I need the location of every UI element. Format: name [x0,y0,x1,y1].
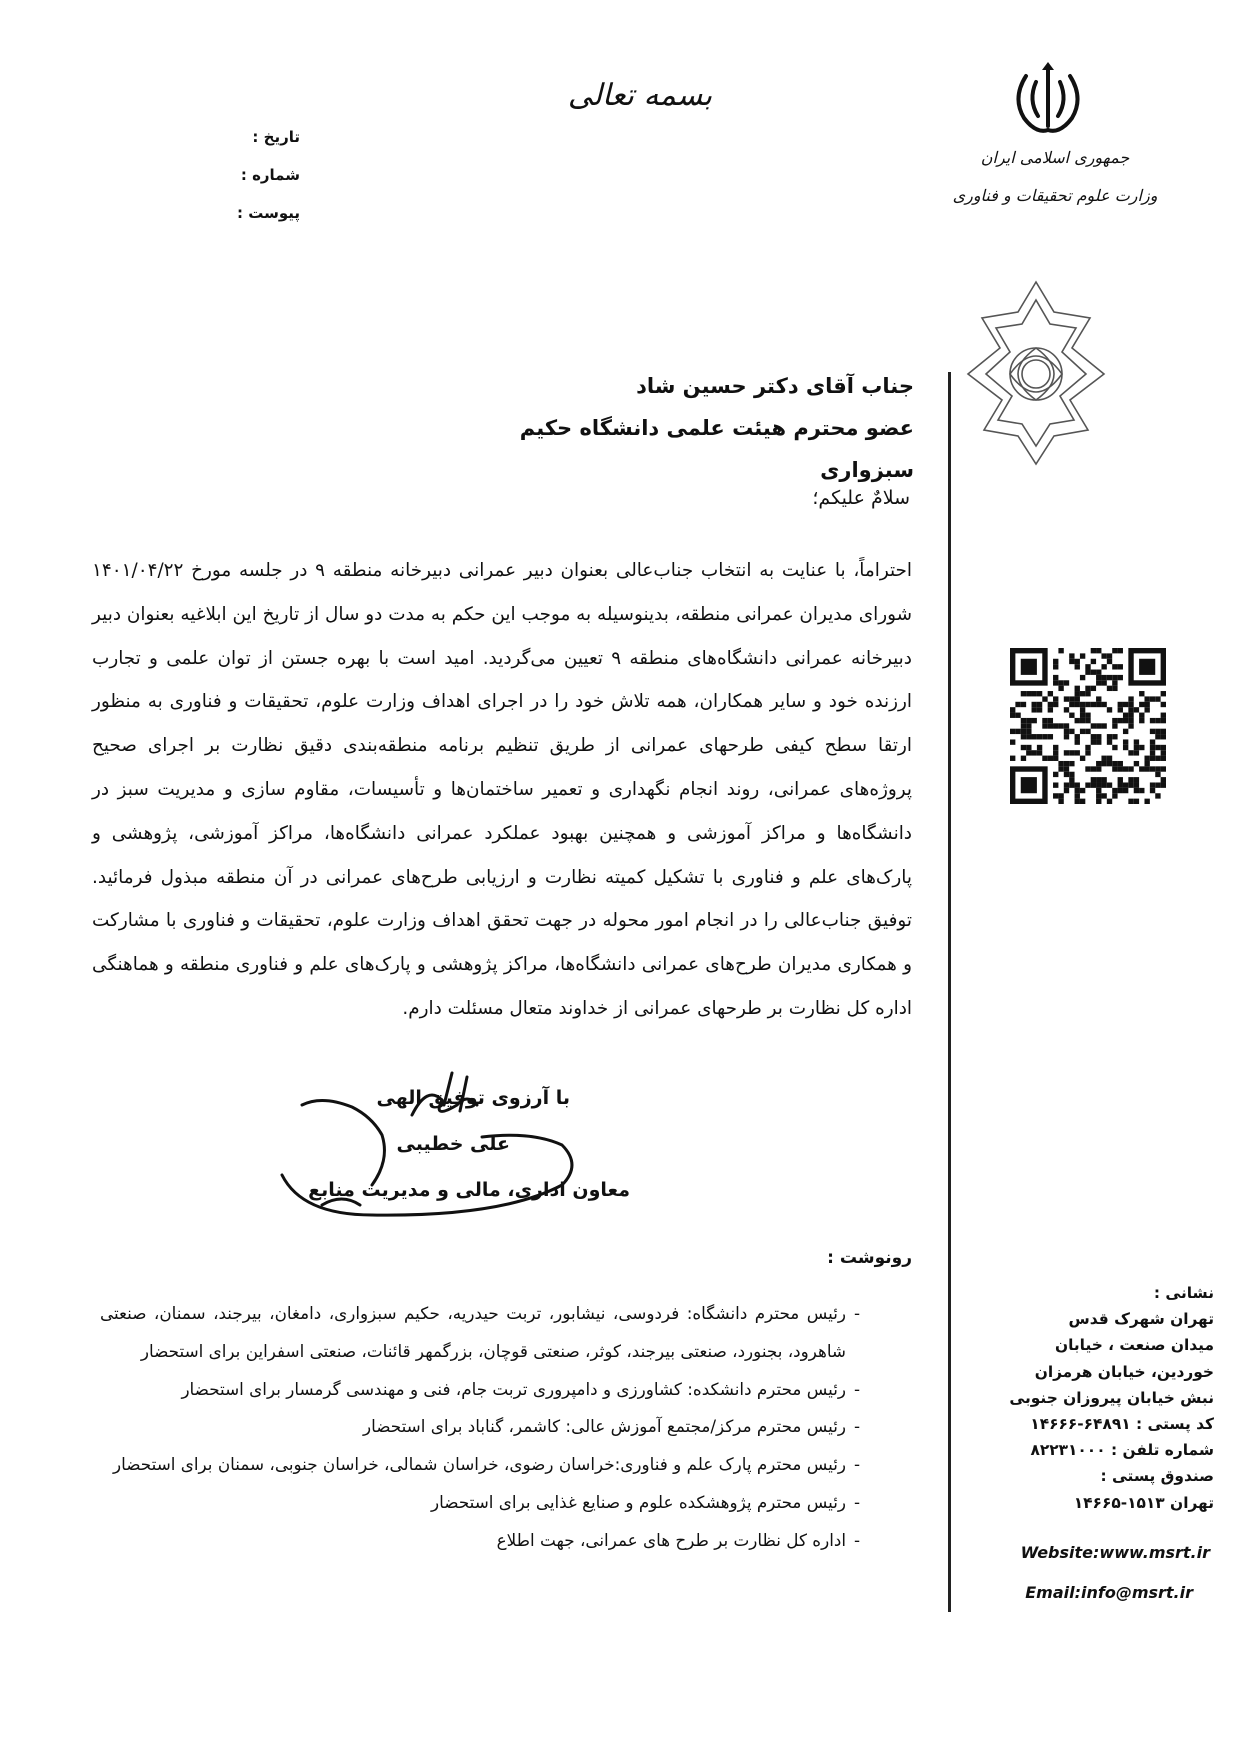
ministry-name: وزارت علوم تحقیقات و فناوری [952,186,1158,205]
recipient-title: عضو محترم هیئت علمی دانشگاه حکیم سبزواری [519,416,914,482]
po-box-label: صندوق پستی : [1100,1467,1214,1486]
address-label: نشانی : [1153,1284,1214,1302]
attachment-label: پیوست : [236,204,300,222]
address-line: نبش خیابان پیروزان جنوبی [1009,1388,1214,1407]
ornament-icon [962,278,1110,468]
address-block [980,1280,1214,1516]
number-label: شماره : [240,166,300,184]
phone-number: شماره تلفن : ۸۲۲۳۱۰۰۰ [1030,1441,1214,1460]
iran-emblem-icon [1006,56,1090,140]
address-line: خوردین، خیابان هرمزان [1034,1362,1214,1381]
vertical-divider [948,372,951,1612]
address-line: میدان صنعت ، خیابان [1054,1336,1214,1355]
cc-title: رونوشت : [827,1248,912,1268]
address-line: تهران شهرک قدس [1068,1310,1214,1329]
cc-item: - رئیس محترم مرکز/مجتمع آموزش عالی: کاشمر، گناباد برای استحضار [100,1408,860,1446]
recipient-name: جناب آقای دکتر حسین شاد [636,374,914,398]
recipient [450,365,914,491]
greeting: سلامٌ علیکم؛ [812,487,910,509]
cc-item: - رئیس محترم پارک علم و فناوری:خراسان رضوی، خراسان شمالی، خراسان جنوبی، سمنان برای استحضار [100,1446,860,1484]
cc-item: - رئیس محترم دانشکده: کشاورزی و دامپروری تربت جام، فنی و مهندسی گرمسار برای استحضار [100,1371,860,1409]
signature-block [280,1075,630,1213]
cc-item: - رئیس محترم دانشگاه: فردوسی، نیشابور، تربت حیدریه، حکیم سبزواری، دامغان، بیرجند، سمنان، صنعتی شاهرود، بجنورد، صنعتی بیرجند، کوثر، صنعتی قوچان، بزرگمهر قائنات، صنعتی اسفراین برای استحضار [100,1295,860,1371]
country-name: جمهوری اسلامی ایران [980,148,1130,167]
signatory-name: علی خطیبی [396,1133,510,1155]
email-link[interactable]: Email:info@msrt.ir [1025,1583,1193,1602]
cc-item: - رئیس محترم پژوهشکده علوم و صنایع غذایی برای استحضار [100,1484,860,1522]
website-link[interactable]: Website:www.msrt.ir [1020,1543,1210,1562]
cc-item: - اداره کل نظارت بر طرح های عمرانی، جهت اطلاع [100,1522,860,1560]
letter-meta [170,128,300,242]
letter-body: احتراماً، با عنایت به انتخاب جناب‌عالی بعنوان دبیر عمرانی دبیرخانه منطقه ۹ در جلسه مورخ ۱۴۰۱/۰۴/۲۲ شورای مدیران عمرانی منطقه، بدینوسیله به موجب این حکم به مدت دو سال از تاریخ این ابلاغیه بعنوان دبیر دبیرخانه عمرانی دانشگاه‌های منطقه ۹ تعیین می‌گردید. امید است با بهره جستن از توان علمی و تجارب ارزنده خود و سایر همکاران، همه تلاش خود را در اجرای اهداف وزارت علوم، تحقیقات و فناوری به منظور ارتقا سطح کیفی طرحهای عمرانی از طریق تنظیم برنامه منطقه‌بندی دقیق نظارت بر اجرای صحیح پروژه‌های عمرانی، روند انجام نگهداری و تعمیر ساختمان‌ها و تأسیسات، مقاوم سازی و مدیریت سبز در دانشگاه‌ها و مراکز آموزشی و همچنین بهبود عملکرد عمرانی دانشگاه‌ها، مراکز آموزشی، پژوهشی و پارک‌های علم و فناوری با تشکیل کمیته نظارت و ارزیابی طرح‌های عمرانی در آن منطقه مبذول فرمائید. توفیق جناب‌عالی را در انجام امور محوله در جهت تحقق اهداف وزارت علوم، تحقیقات و فناوری با مشارکت و همکاری مدیران طرح‌های عمرانی دانشگاه‌ها، مراکز پژوهشی و پارک‌های علم و فناوری منطقه و هماهنگی اداره کل نظارت بر طرحهای عمرانی از خداوند متعال مسئلت دارم. [92,560,912,1019]
date-label: تاریخ : [252,128,300,146]
postal-code: کد پستی : ۶۴۸۹۱-۱۴۶۶۶ [1030,1415,1214,1434]
signatory-title: معاون اداری، مالی و مدیریت منابع [308,1179,630,1201]
cc-list [100,1295,860,1560]
po-box: تهران ۱۵۱۳-۱۴۶۶۵ [1073,1493,1214,1512]
qr-code-icon [1010,648,1166,804]
signature-closing: با آرزوی توفیق الهی [376,1087,570,1109]
bismillah-heading: بسمه تعالی [567,78,713,113]
